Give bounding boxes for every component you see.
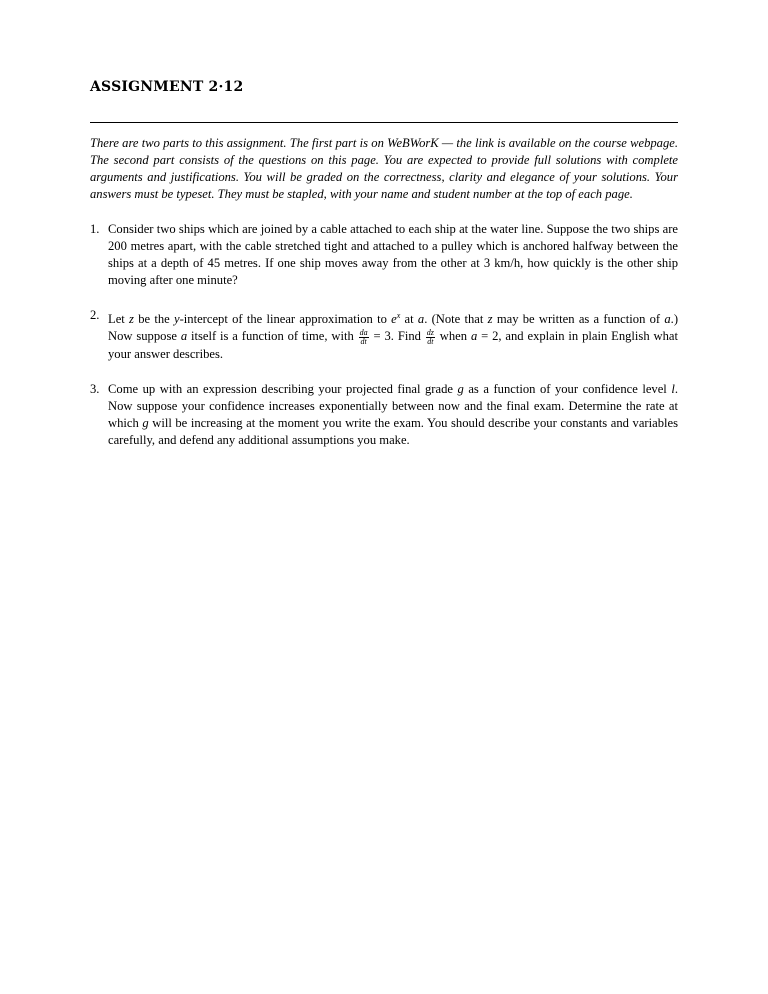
text-run: = 2, and explain in plain English what your answer describes. <box>108 329 678 361</box>
title-divider <box>90 122 678 123</box>
fraction-numerator: da <box>359 327 368 337</box>
text-run: may be written as a function of <box>492 312 665 327</box>
question-1 <box>90 221 678 289</box>
math-variable: y <box>173 312 180 327</box>
math-variable: z <box>129 312 134 327</box>
question-3 <box>90 381 678 449</box>
question-list <box>90 221 678 449</box>
text-run: Come up with an expression describing your projected final grade <box>108 381 458 396</box>
fraction-da-dt <box>359 329 369 346</box>
text-run: when <box>435 329 471 344</box>
text-run: itself is a function of time, with <box>187 329 358 344</box>
intro-paragraph: There are two parts to this assignment. The first part is on WeBWorK — the link is available on the course webpage. The second part consists of the questions on this page. You are expected to provide full solutions with complete arguments and justifications. You will be graded on the correctness, clarity and elegance of your solutions. Your answers must be typeset. They must be stapled, with your name and student number at the top of each page. <box>90 136 678 201</box>
math-variable: g <box>142 415 149 430</box>
text-run: .) Now suppose <box>108 312 679 344</box>
question-number: 2. <box>90 308 100 322</box>
text-run: -intercept of the linear approximation to <box>179 312 392 327</box>
math-variable: a <box>180 329 188 344</box>
math-variable: z <box>487 312 493 327</box>
question-number: 1. <box>90 222 100 236</box>
text-run: at <box>400 312 418 327</box>
math-variable: a <box>417 312 425 327</box>
text-run: . (Note that <box>424 312 488 327</box>
text-run: as a function of your confidence level <box>463 381 672 396</box>
fraction-denominator: dt <box>427 336 434 346</box>
page-title: ASSIGNMENT 2·12 <box>90 79 244 95</box>
question-text <box>108 381 678 449</box>
text-run: Let <box>108 312 130 327</box>
math-variable: e <box>391 312 397 327</box>
text-run: be the <box>133 312 174 327</box>
fraction-dz-dt <box>426 329 435 346</box>
math-exponent: x <box>396 311 401 320</box>
text-run: . Now suppose your confidence increases exponentially between now and the final exam. Determine the rate at which <box>108 381 678 430</box>
fraction-denominator: dt <box>360 336 367 346</box>
assignment-page <box>90 78 678 467</box>
math-variable: g <box>457 381 464 396</box>
question-number: 3. <box>90 381 100 396</box>
math-variable: l <box>671 381 675 396</box>
text-run: will be increasing at the moment you write the exam. You should describe your constants and variables carefully, and defend any additional assumptions you make. <box>108 415 678 447</box>
math-variable: a <box>470 329 478 344</box>
math-variable: a <box>664 312 671 327</box>
text-run: = 3. Find <box>369 329 425 344</box>
fraction-numerator: dz <box>426 327 434 337</box>
question-text: Consider two ships which are joined by a cable attached to each ship at the water line. Suppose the two ships are 200 metres apart, with the cable stretched tight and attached to a pulley which is anchored halfway between the ships at a depth of 45 metres. If one ship moves away from the other at 3 km/h, how quickly is the other ship moving after one minute? <box>108 222 678 287</box>
question-text <box>108 307 678 363</box>
question-2 <box>90 307 678 363</box>
